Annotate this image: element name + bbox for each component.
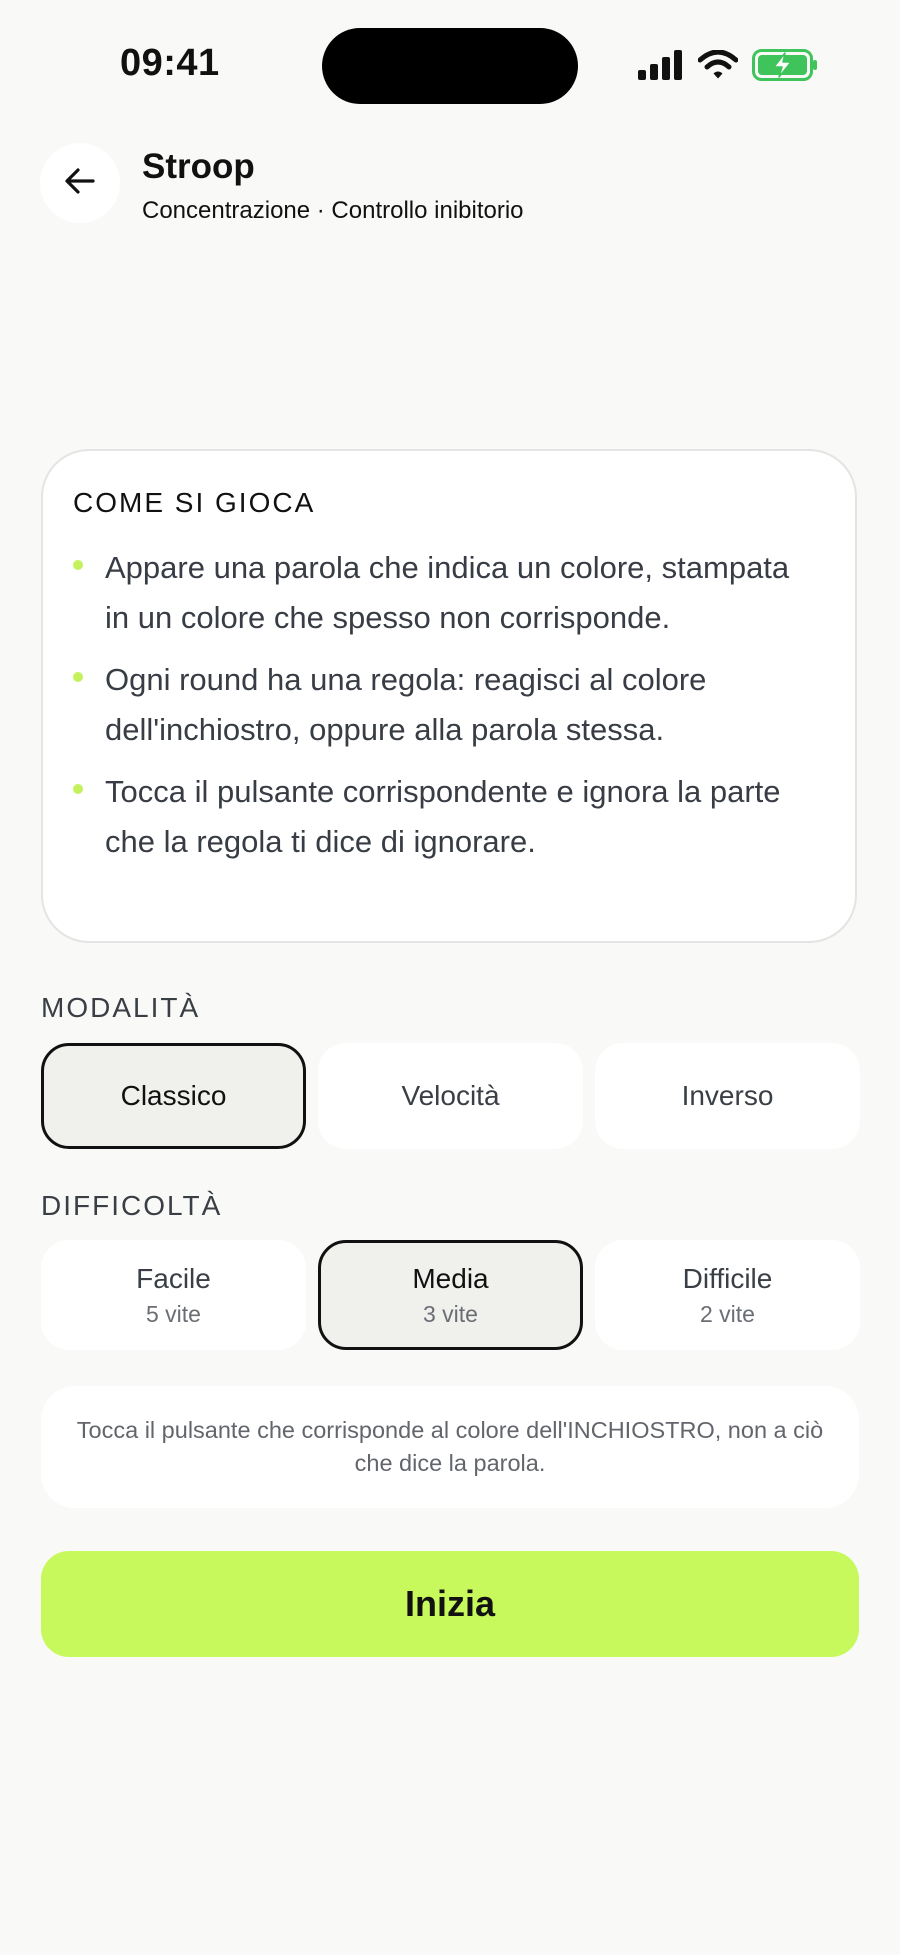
header (40, 143, 860, 223)
mode-section-label: MODALITÀ (41, 992, 201, 1023)
battery-charging-icon (752, 49, 818, 81)
list-item (73, 767, 813, 866)
how-to-play-card (41, 449, 857, 943)
dynamic-island (322, 28, 578, 104)
list-item-text: Appare una parola che indica un colore, stampata in un colore che spesso non corrisponde. (105, 550, 790, 635)
back-button[interactable] (40, 143, 120, 223)
mode-option-inverso[interactable] (595, 1043, 860, 1149)
option-label: Media (412, 1262, 489, 1294)
page-title: Stroop (142, 147, 255, 186)
option-lives: 3 vite (423, 1300, 478, 1327)
start-button[interactable] (41, 1551, 859, 1657)
option-label: Facile (136, 1262, 211, 1294)
difficulty-selector (41, 1240, 860, 1350)
list-item (73, 655, 813, 754)
bullet-dot (73, 784, 83, 794)
list-item-text: Tocca il pulsante corrispondente e ignora la parte che la regola ti dice di ignorare. (105, 774, 781, 859)
difficulty-option-media[interactable] (318, 1240, 583, 1350)
status-time: 09:41 (120, 42, 220, 84)
option-label: Inverso (681, 1080, 774, 1111)
how-to-play-list (73, 543, 813, 879)
status-bar (0, 0, 900, 130)
list-item (73, 543, 813, 642)
difficulty-section-label: DIFFICOLTÀ (41, 1190, 223, 1221)
option-label: Velocità (401, 1080, 500, 1111)
bullet-dot (73, 672, 83, 682)
mode-option-classico[interactable] (41, 1043, 306, 1149)
option-label: Difficile (682, 1262, 773, 1294)
bullet-dot (73, 560, 83, 570)
rule-hint-box (41, 1386, 859, 1508)
cellular-signal-icon (638, 50, 684, 80)
arrow-left-icon (63, 164, 97, 203)
page-subtitle: Concentrazione · Controllo inibitorio (142, 197, 524, 224)
mode-option-velocita[interactable] (318, 1043, 583, 1149)
difficulty-option-facile[interactable] (41, 1240, 306, 1350)
difficulty-option-difficile[interactable] (595, 1240, 860, 1350)
rule-hint-text: Tocca il pulsante che corrisponde al colore dell'INCHIOSTRO, non a ciò che dice la parola. (76, 1417, 824, 1476)
option-lives: 5 vite (146, 1300, 201, 1327)
wifi-icon (698, 50, 738, 80)
option-lives: 2 vite (700, 1300, 755, 1327)
how-to-play-title: COME SI GIOCA (73, 487, 316, 518)
option-label: Classico (120, 1080, 227, 1111)
status-icons (638, 48, 818, 82)
list-item-text: Ogni round ha una regola: reagisci al colore dell'inchiostro, oppure alla parola stessa. (105, 662, 707, 747)
mode-selector (41, 1043, 860, 1149)
start-button-label: Inizia (404, 1583, 496, 1624)
